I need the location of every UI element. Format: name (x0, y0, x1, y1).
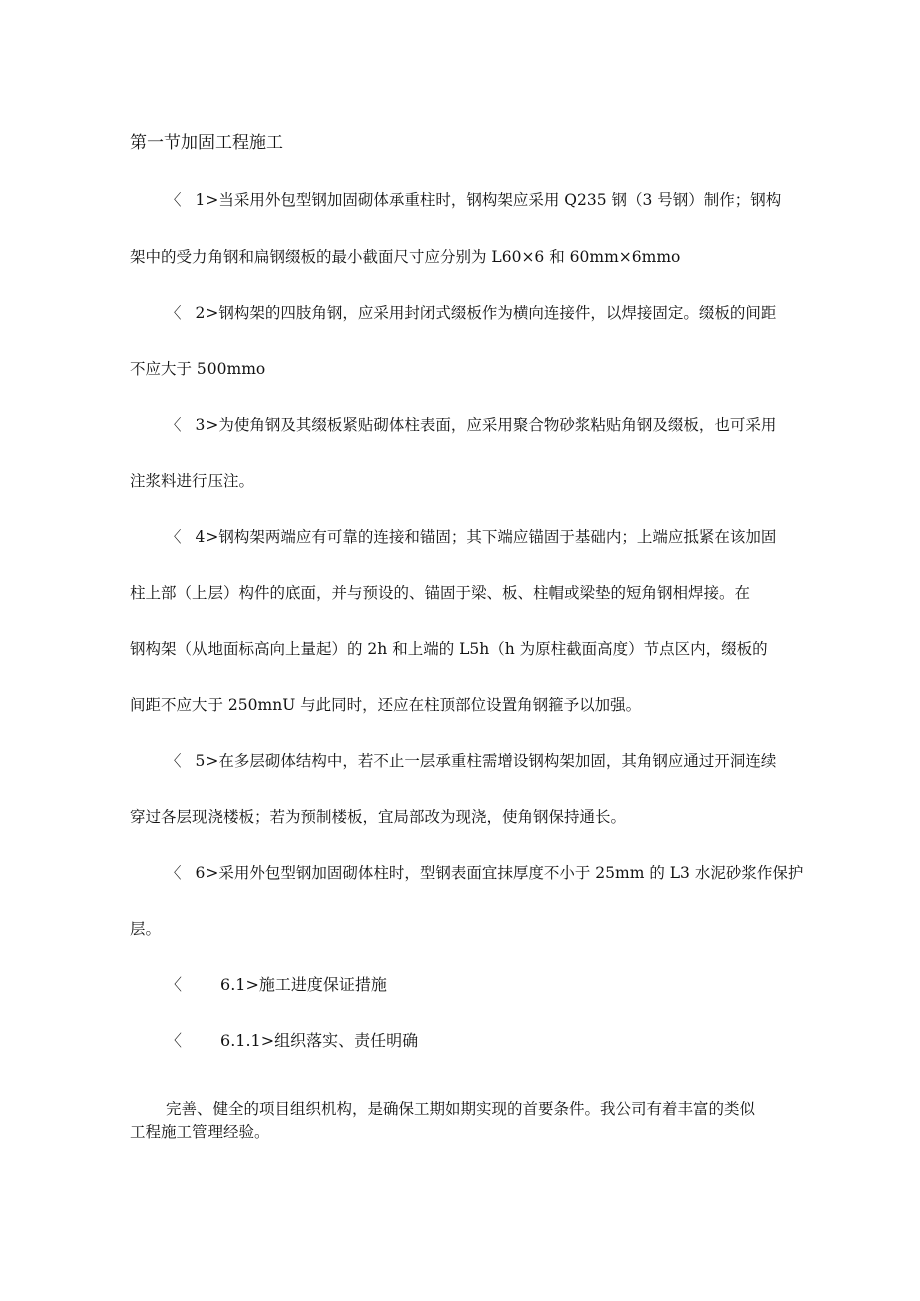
list-marker: 〈 (166, 864, 182, 882)
subheading-text: 6.1>施工进度保证措施 (220, 975, 387, 994)
list-item-2-continuation: 不应大于 500mmo (130, 360, 266, 378)
list-marker: 〈 (166, 304, 182, 322)
list-item-text: 6>采用外包型钢加固砌体柱时，型钢表面宜抹厚度不小于 25mm 的 L3 水泥砂浆作保护 (195, 864, 804, 882)
list-item-1-continuation: 架中的受力角钢和扁钢缀板的最小截面尺寸应分别为 L60×6 和 60mm×6mmo (130, 248, 681, 266)
list-marker: 〈 (166, 1031, 183, 1050)
list-item-5-first-line (166, 751, 776, 771)
list-item-text: 4>钢构架两端应有可靠的连接和锚固；其下端应锚固于基础内；上端应抵紧在该加固 (195, 528, 777, 546)
subheading-organization (166, 1031, 418, 1051)
list-item-text: 3>为使角钢及其缀板紧贴砌体柱表面，应采用聚合物砂浆粘贴角钢及缀板，也可采用 (195, 416, 777, 434)
list-item-5-continuation: 穿过各层现浇楼板；若为预制楼板，宜局部改为现浇，使角钢保持通长。 (130, 808, 627, 826)
list-item-text: 1>当采用外包型钢加固砌体承重柱时，钢构架应采用 Q235 钢（3 号钢）制作；钢构 (195, 191, 782, 209)
list-item-text: 2>钢构架的四肢角钢，应采用封闭式缀板作为横向连接件，以焊接固定。缀板的间距 (195, 304, 777, 322)
section-title: 第一节加固工程施工 (130, 133, 283, 153)
subheading-text: 6.1.1>组织落实、责任明确 (220, 1031, 419, 1050)
paragraph-first-line: 完善、健全的项目组织机构，是确保工期如期实现的首要条件。我公司有着丰富的类似 (166, 1100, 756, 1118)
list-item-4-continuation-1: 柱上部（上层）构件的底面，并与预设的、锚固于梁、板、柱帽或梁垫的短角钢相焊接。在 (130, 584, 751, 602)
subheading-schedule-measures (166, 975, 387, 995)
list-marker: 〈 (166, 752, 182, 770)
list-item-2-first-line (166, 303, 776, 323)
list-marker: 〈 (166, 416, 182, 434)
list-item-text: 5>在多层砌体结构中，若不止一层承重柱需增设钢构架加固，其角钢应通过开洞连续 (195, 752, 777, 770)
list-item-1-first-line (166, 190, 781, 210)
list-item-4-continuation-3: 间距不应大于 250mnU 与此同时，还应在柱顶部位设置角钢箍予以加强。 (130, 696, 642, 714)
list-marker: 〈 (166, 191, 182, 209)
paragraph-continuation: 工程施工管理经验。 (130, 1123, 270, 1141)
list-item-3-continuation: 注浆料进行压注。 (130, 472, 255, 490)
list-marker: 〈 (166, 975, 183, 994)
list-marker: 〈 (166, 528, 182, 546)
list-item-3-first-line (166, 415, 776, 435)
list-item-4-first-line (166, 527, 776, 547)
list-item-6-continuation: 层。 (130, 920, 162, 938)
list-item-6-first-line (166, 863, 803, 883)
list-item-4-continuation-2: 钢构架（从地面标高向上量起）的 2h 和上端的 L5h（h 为原柱截面高度）节点区内，缀板的 (130, 640, 768, 658)
